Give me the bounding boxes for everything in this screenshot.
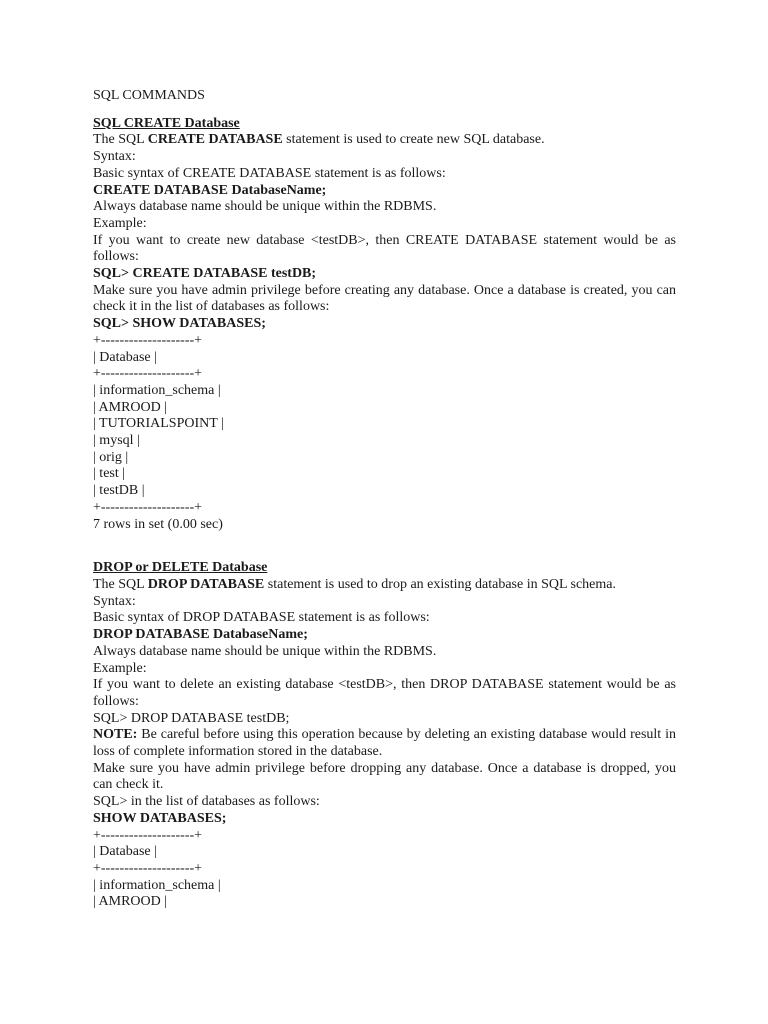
drop-result-table [93,828,676,912]
table-header: | Database | [93,844,157,860]
create-result-table [93,333,676,517]
create-intro-keyword: CREATE DATABASE [147,132,283,148]
drop-note-label: NOTE: [93,727,138,743]
spacer [93,533,676,560]
spacer [93,105,676,116]
document-page [93,88,676,911]
drop-intro [93,577,676,594]
drop-note-text: Be careful before using this operation because by deleting an existing database would result in loss of complete information stored in the database. [93,727,676,760]
create-example-label: Example: [93,215,147,231]
section-heading-create: SQL CREATE Database [93,115,240,131]
create-example-code: SQL> CREATE DATABASE testDB; [93,266,317,282]
table-row: | test | [93,466,126,482]
table-border: +--------------------+ [93,332,203,348]
drop-intro-keyword: DROP DATABASE [147,576,265,592]
create-unique-note: Always database name should be unique within the RDBMS. [93,199,437,215]
create-example-desc: If you want to create new database <testDB>, then CREATE DATABASE statement would be as follows: [93,232,676,265]
create-intro-pre: The SQL [93,132,148,148]
table-row: | information_schema | [93,877,221,893]
table-row: | information_schema | [93,382,221,398]
create-intro [93,132,676,149]
drop-syntax-code: DROP DATABASE DatabaseName; [93,627,308,643]
drop-intro-post: statement is used to drop an existing database in SQL schema. [264,576,617,592]
drop-show-command: SHOW DATABASES; [93,810,227,826]
create-syntax-label: Syntax: [93,149,136,165]
table-row: | TUTORIALSPOINT | [93,416,224,432]
create-syntax-code: CREATE DATABASE DatabaseName; [93,182,327,198]
create-syntax-desc: Basic syntax of CREATE DATABASE statement is as follows: [93,165,446,181]
drop-privilege-note: Make sure you have admin privilege before dropping any database. Once a database is dropped, you can check it. [93,760,676,793]
table-border: +--------------------+ [93,827,203,843]
section-heading-drop: DROP or DELETE Database [93,560,268,576]
drop-syntax-desc: Basic syntax of DROP DATABASE statement is as follows: [93,610,430,626]
drop-example-label: Example: [93,660,147,676]
drop-list-note: SQL> in the list of databases as follows: [93,794,320,810]
drop-database-section [93,560,676,911]
table-header: | Database | [93,349,157,365]
table-row: | mysql | [93,433,140,449]
create-show-command: SQL> SHOW DATABASES; [93,316,266,332]
create-database-section [93,116,676,534]
document-title: SQL COMMANDS [93,88,205,103]
drop-note [93,727,676,760]
drop-example-code: SQL> DROP DATABASE testDB; [93,710,290,726]
drop-intro-pre: The SQL [93,576,148,592]
create-privilege-note: Make sure you have admin privilege before creating any database. Once a database is created, you can check it in the list of databases as follows: [93,282,676,315]
create-intro-post: statement is used to create new SQL database. [282,132,545,148]
create-result-count: 7 rows in set (0.00 sec) [93,516,223,532]
table-row: | AMROOD | [93,399,168,415]
drop-unique-note: Always database name should be unique within the RDBMS. [93,643,437,659]
table-border: +--------------------+ [93,366,203,382]
table-row: | orig | [93,449,129,465]
table-row: | AMROOD | [93,894,168,910]
table-border: +--------------------+ [93,860,203,876]
drop-syntax-label: Syntax: [93,593,136,609]
table-row: | testDB | [93,483,145,499]
table-border: +--------------------+ [93,499,203,515]
drop-example-desc: If you want to delete an existing database <testDB>, then DROP DATABASE statement would be as follows: [93,677,676,709]
